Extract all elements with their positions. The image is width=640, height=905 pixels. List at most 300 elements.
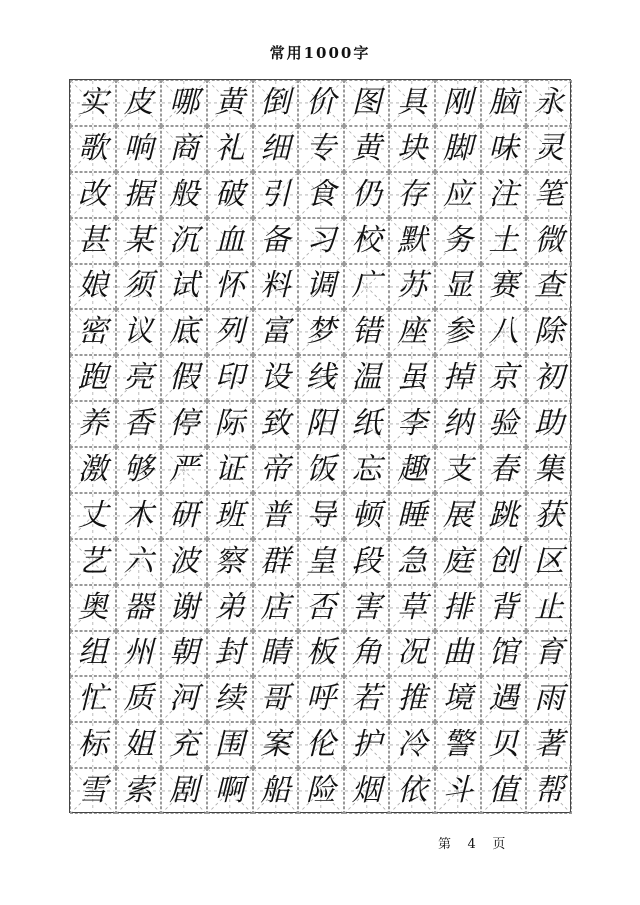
grid-cell — [298, 676, 344, 722]
character: 帝 — [260, 451, 291, 487]
character: 甚 — [77, 222, 108, 258]
grid-cell — [344, 493, 390, 539]
character: 庭 — [442, 543, 473, 579]
grid-cell — [70, 722, 116, 768]
grid-cell — [298, 80, 344, 126]
character: 况 — [397, 635, 428, 671]
grid-cell — [116, 172, 162, 218]
character: 支 — [442, 451, 473, 487]
character: 境 — [442, 681, 473, 717]
character: 价 — [305, 84, 336, 120]
character: 默 — [397, 222, 428, 258]
character: 激 — [77, 451, 108, 487]
grid-cell — [435, 172, 481, 218]
character: 显 — [442, 268, 473, 304]
character: 曲 — [442, 635, 473, 671]
character: 引 — [260, 176, 291, 212]
character: 印 — [214, 360, 245, 396]
character: 伦 — [305, 727, 336, 763]
character: 灵 — [534, 130, 565, 166]
character: 质 — [123, 681, 154, 717]
character: 遇 — [488, 681, 519, 717]
character: 店 — [260, 589, 291, 625]
grid-cell — [116, 493, 162, 539]
grid-cell — [526, 447, 572, 493]
grid-cell — [116, 126, 162, 172]
grid-cell — [161, 493, 207, 539]
grid-cell — [298, 355, 344, 401]
character: 假 — [169, 360, 200, 396]
character: 议 — [123, 314, 154, 350]
grid-cell — [70, 447, 116, 493]
character: 血 — [214, 222, 245, 258]
grid-cell — [298, 309, 344, 355]
character: 帮 — [534, 773, 565, 809]
character: 啊 — [214, 773, 245, 809]
character: 标 — [77, 727, 108, 763]
character: 礼 — [214, 130, 245, 166]
character: 料 — [260, 268, 291, 304]
grid-cell — [253, 126, 299, 172]
grid-cell — [70, 80, 116, 126]
character: 怀 — [214, 268, 245, 304]
character: 歌 — [77, 130, 108, 166]
grid-cell — [116, 401, 162, 447]
character: 致 — [260, 406, 291, 442]
grid-cell — [481, 126, 527, 172]
character: 续 — [214, 681, 245, 717]
character: 助 — [534, 406, 565, 442]
grid-cell — [70, 676, 116, 722]
character: 刚 — [442, 84, 473, 120]
character: 忙 — [77, 681, 108, 717]
grid-cell — [207, 447, 253, 493]
grid-cell — [116, 80, 162, 126]
character: 饭 — [305, 451, 336, 487]
character: 据 — [123, 176, 154, 212]
character: 艺 — [77, 543, 108, 579]
character: 急 — [397, 543, 428, 579]
character: 普 — [260, 497, 291, 533]
character: 参 — [442, 314, 473, 350]
grid-cell — [481, 631, 527, 677]
grid-cell — [161, 355, 207, 401]
character: 育 — [534, 635, 565, 671]
character: 波 — [169, 543, 200, 579]
character: 皮 — [123, 84, 154, 120]
grid-cell — [298, 493, 344, 539]
grid-cell — [344, 401, 390, 447]
character: 细 — [260, 130, 291, 166]
character: 跑 — [77, 360, 108, 396]
character: 封 — [214, 635, 245, 671]
grid-cell — [435, 447, 481, 493]
grid-cell — [481, 585, 527, 631]
character: 须 — [123, 268, 154, 304]
character: 依 — [397, 773, 428, 809]
character: 警 — [442, 727, 473, 763]
character: 集 — [534, 451, 565, 487]
grid-cell — [435, 126, 481, 172]
grid-cell — [70, 401, 116, 447]
character: 证 — [214, 451, 245, 487]
grid-cell — [389, 768, 435, 814]
grid-cell — [116, 585, 162, 631]
character: 趣 — [397, 451, 428, 487]
grid-cell — [161, 585, 207, 631]
character: 纳 — [442, 406, 473, 442]
grid-cell — [161, 80, 207, 126]
grid-cell — [161, 631, 207, 677]
grid-cell — [161, 447, 207, 493]
grid-cell — [70, 493, 116, 539]
grid-cell — [298, 264, 344, 310]
grid-cell — [207, 631, 253, 677]
character: 推 — [397, 681, 428, 717]
grid-cell — [161, 264, 207, 310]
character: 器 — [123, 589, 154, 625]
grid-cell — [70, 631, 116, 677]
grid-cell — [116, 676, 162, 722]
character: 广 — [351, 268, 382, 304]
grid-cell — [526, 539, 572, 585]
grid-cell — [526, 493, 572, 539]
character: 响 — [123, 130, 154, 166]
character: 沉 — [169, 222, 200, 258]
character: 姐 — [123, 727, 154, 763]
grid-cell — [344, 355, 390, 401]
grid-cell — [481, 447, 527, 493]
page-title: 常用1000字 — [269, 44, 371, 62]
character: 专 — [305, 130, 336, 166]
character: 皇 — [305, 543, 336, 579]
character: 睡 — [397, 497, 428, 533]
character: 春 — [488, 451, 519, 487]
grid-cell — [207, 539, 253, 585]
character: 永 — [534, 84, 565, 120]
grid-cell — [344, 172, 390, 218]
grid-cell — [298, 585, 344, 631]
grid-cell — [207, 126, 253, 172]
grid-cell — [207, 218, 253, 264]
grid-cell — [344, 447, 390, 493]
grid-cell — [526, 309, 572, 355]
character: 梦 — [305, 314, 336, 350]
grid-cell — [435, 218, 481, 264]
grid-cell — [253, 722, 299, 768]
character: 研 — [169, 497, 200, 533]
grid-cell — [298, 401, 344, 447]
grid-cell — [389, 172, 435, 218]
character: 八 — [488, 314, 519, 350]
character: 脚 — [442, 130, 473, 166]
page-suffix: 页 — [492, 837, 506, 852]
character: 索 — [123, 773, 154, 809]
character: 雨 — [534, 681, 565, 717]
character: 创 — [488, 543, 519, 579]
character: 板 — [305, 635, 336, 671]
character: 验 — [488, 406, 519, 442]
character: 哥 — [260, 681, 291, 717]
character: 密 — [77, 314, 108, 350]
character: 值 — [488, 773, 519, 809]
grid-cell — [389, 309, 435, 355]
character: 弟 — [214, 589, 245, 625]
grid-cell — [116, 631, 162, 677]
grid-cell — [253, 539, 299, 585]
character: 围 — [214, 727, 245, 763]
page-number: 4 — [467, 837, 476, 852]
character: 船 — [260, 773, 291, 809]
character: 实 — [77, 84, 108, 120]
grid-cell — [526, 264, 572, 310]
grid-cell — [435, 722, 481, 768]
character: 备 — [260, 222, 291, 258]
grid-cell — [70, 355, 116, 401]
grid-cell — [389, 676, 435, 722]
grid-cell — [207, 676, 253, 722]
grid-cell — [526, 676, 572, 722]
grid-cell — [526, 768, 572, 814]
character: 否 — [305, 589, 336, 625]
grid-cell — [481, 172, 527, 218]
grid-cell — [253, 585, 299, 631]
character: 获 — [534, 497, 565, 533]
grid-cell — [344, 676, 390, 722]
grid-cell — [253, 218, 299, 264]
grid-cell — [116, 309, 162, 355]
grid-cell — [253, 768, 299, 814]
character: 座 — [397, 314, 428, 350]
character: 贝 — [488, 727, 519, 763]
character: 剧 — [169, 773, 200, 809]
character: 亮 — [123, 360, 154, 396]
character: 黄 — [214, 84, 245, 120]
grid-cell — [435, 309, 481, 355]
grid-cell — [435, 355, 481, 401]
grid-cell — [481, 768, 527, 814]
character: 习 — [305, 222, 336, 258]
grid-cell — [389, 355, 435, 401]
character: 具 — [397, 84, 428, 120]
grid-cell — [389, 401, 435, 447]
character: 护 — [351, 727, 382, 763]
grid-cell — [389, 126, 435, 172]
character: 李 — [397, 406, 428, 442]
character: 香 — [123, 406, 154, 442]
character-grid — [69, 79, 571, 813]
character: 顿 — [351, 497, 382, 533]
character: 食 — [305, 176, 336, 212]
grid-cell — [481, 493, 527, 539]
character: 块 — [397, 130, 428, 166]
character: 除 — [534, 314, 565, 350]
character: 段 — [351, 543, 382, 579]
grid-cell — [435, 768, 481, 814]
grid-cell — [70, 768, 116, 814]
grid-cell — [207, 722, 253, 768]
grid-cell — [207, 493, 253, 539]
grid-cell — [526, 401, 572, 447]
grid-cell — [161, 309, 207, 355]
character: 草 — [397, 589, 428, 625]
character: 商 — [169, 130, 200, 166]
grid-cell — [116, 355, 162, 401]
character: 图 — [351, 84, 382, 120]
grid-cell — [116, 264, 162, 310]
character: 味 — [488, 130, 519, 166]
character: 雪 — [77, 773, 108, 809]
grid-cell — [344, 631, 390, 677]
grid-cell — [253, 355, 299, 401]
character: 丈 — [77, 497, 108, 533]
character: 群 — [260, 543, 291, 579]
grid-cell — [481, 539, 527, 585]
page-number-label — [438, 833, 505, 852]
character: 土 — [488, 222, 519, 258]
grid-cell — [344, 264, 390, 310]
grid-cell — [481, 309, 527, 355]
character: 止 — [534, 589, 565, 625]
character: 改 — [77, 176, 108, 212]
character: 纸 — [351, 406, 382, 442]
grid-cell — [253, 80, 299, 126]
character: 某 — [123, 222, 154, 258]
grid-cell — [481, 80, 527, 126]
grid-cell — [207, 355, 253, 401]
character: 展 — [442, 497, 473, 533]
character: 黄 — [351, 130, 382, 166]
grid-cell — [207, 172, 253, 218]
grid-cell — [207, 264, 253, 310]
grid-cell — [526, 126, 572, 172]
character: 充 — [169, 727, 200, 763]
character: 六 — [123, 543, 154, 579]
character: 州 — [123, 635, 154, 671]
character: 调 — [305, 268, 336, 304]
grid-cell — [298, 539, 344, 585]
grid-cell — [389, 218, 435, 264]
grid-cell — [298, 218, 344, 264]
character: 线 — [305, 360, 336, 396]
character: 温 — [351, 360, 382, 396]
grid-cell — [526, 585, 572, 631]
grid-cell — [116, 768, 162, 814]
character: 注 — [488, 176, 519, 212]
character: 险 — [305, 773, 336, 809]
character: 木 — [123, 497, 154, 533]
grid-cell — [253, 264, 299, 310]
grid-cell — [435, 493, 481, 539]
grid-cell — [344, 539, 390, 585]
character: 脑 — [488, 84, 519, 120]
character: 河 — [169, 681, 200, 717]
grid-cell — [207, 401, 253, 447]
grid-cell — [253, 631, 299, 677]
grid-cell — [298, 447, 344, 493]
grid-cell — [389, 631, 435, 677]
character: 查 — [534, 268, 565, 304]
grid-cell — [70, 585, 116, 631]
character: 忘 — [351, 451, 382, 487]
grid-cell — [389, 80, 435, 126]
grid-cell — [298, 722, 344, 768]
grid-cell — [344, 126, 390, 172]
grid-cell — [161, 126, 207, 172]
grid-cell — [253, 676, 299, 722]
grid-cell — [344, 218, 390, 264]
grid-cell — [207, 585, 253, 631]
character: 班 — [214, 497, 245, 533]
grid-cell — [298, 768, 344, 814]
grid-cell — [389, 493, 435, 539]
character: 仍 — [351, 176, 382, 212]
grid-cell — [70, 218, 116, 264]
grid-cell — [161, 722, 207, 768]
character: 睛 — [260, 635, 291, 671]
grid-cell — [207, 309, 253, 355]
character: 奥 — [77, 589, 108, 625]
grid-cell — [435, 676, 481, 722]
character: 停 — [169, 406, 200, 442]
grid-cell — [344, 722, 390, 768]
grid-cell — [389, 264, 435, 310]
character: 斗 — [442, 773, 473, 809]
grid-cell — [70, 264, 116, 310]
character: 烟 — [351, 773, 382, 809]
character: 般 — [169, 176, 200, 212]
grid-cell — [70, 172, 116, 218]
grid-cell — [435, 401, 481, 447]
character: 微 — [534, 222, 565, 258]
character: 试 — [169, 268, 200, 304]
grid-cell — [435, 539, 481, 585]
grid-cell — [389, 539, 435, 585]
character: 区 — [534, 543, 565, 579]
grid-cell — [253, 493, 299, 539]
grid-cell — [116, 218, 162, 264]
character: 若 — [351, 681, 382, 717]
grid-cell — [481, 401, 527, 447]
character: 破 — [214, 176, 245, 212]
grid-cell — [344, 768, 390, 814]
grid-cell — [526, 355, 572, 401]
character: 倒 — [260, 84, 291, 120]
grid-cell — [526, 218, 572, 264]
grid-cell — [161, 768, 207, 814]
grid-cell — [298, 172, 344, 218]
character: 察 — [214, 543, 245, 579]
character: 底 — [169, 314, 200, 350]
grid-cell — [298, 631, 344, 677]
character: 阳 — [305, 406, 336, 442]
grid-cell — [526, 80, 572, 126]
character: 虽 — [397, 360, 428, 396]
grid-cell — [70, 539, 116, 585]
grid-cell — [344, 80, 390, 126]
character: 朝 — [169, 635, 200, 671]
grid-cell — [253, 401, 299, 447]
character: 错 — [351, 314, 382, 350]
character: 哪 — [169, 84, 200, 120]
grid-cell — [116, 539, 162, 585]
grid-cell — [481, 722, 527, 768]
character: 掉 — [442, 360, 473, 396]
character: 应 — [442, 176, 473, 212]
grid-cell — [161, 539, 207, 585]
character: 京 — [488, 360, 519, 396]
character: 角 — [351, 635, 382, 671]
